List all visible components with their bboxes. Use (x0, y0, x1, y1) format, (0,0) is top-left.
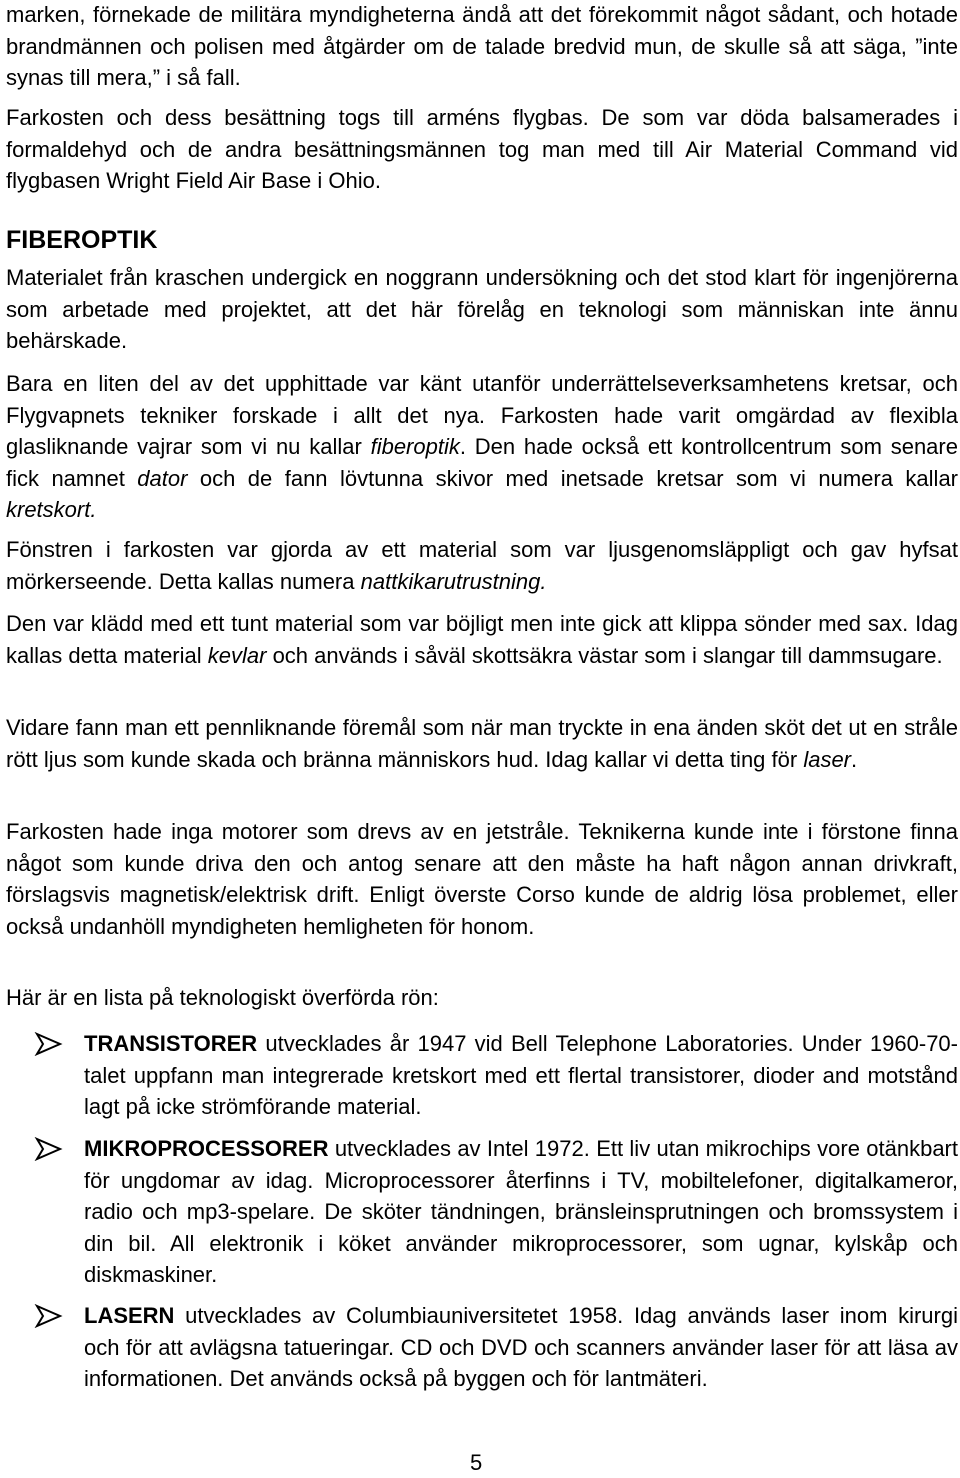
list-item-title: TRANSISTORER (84, 1031, 258, 1056)
italic-term: nattkikarutrustning. (360, 568, 547, 594)
paragraph-list-intro (6, 982, 958, 1014)
list-item-body: utvecklades år 1947 vid Bell Telephone Laboratories. Under 1960-70-talet uppfann man integrerade kretskort med ett flertal transistorer, dioder and motstånd lagt på icke strömförande material. (84, 1031, 958, 1119)
arrowhead-bullet-icon (34, 1304, 64, 1328)
text-run: Materialet från kraschen undergick en noggrann undersökning och det stod klart för ingenjörerna som arbetade med projektet, att det här förelåg en teknologi som människan inte ännu behärskade. (6, 265, 958, 353)
text-run: Fönstren i farkosten var gjorda av ett material som var ljusgenomsläppligt och gav hyfsat mörkerseende. Detta kallas numera (6, 537, 958, 594)
list-item-text (84, 1028, 958, 1123)
paragraph-intro (6, 0, 958, 94)
text-run: och används i såväl skottsäkra västar som i slangar till dammsugare. (266, 642, 943, 668)
text-run: Farkosten hade inga motorer som drevs av en jetstråle. Teknikerna kunde inte i förstone finna något som kunde driva den och antog senare att den måste ha haft någon annan drivkraft, förslagsvis magnetisk/elektrisk drift. Enligt överste Corso kunde de aldrig lösa problemet, eller också undanhöll myndigheten hemligheten för honom. (6, 819, 958, 939)
arrowhead-bullet-icon (34, 1032, 64, 1056)
list-item-body: utvecklades av Columbiauniversitetet 1958. Idag används laser inom kirurgi och för att avlägsna tatueringar. CD och DVD och scanners använder laser för att läsa av informationen. Det används också på byggen och för lantmäteri. (84, 1303, 958, 1391)
italic-term: kretskort. (6, 497, 97, 522)
text-run: och de fann lövtunna skivor med inetsade kretsar som vi numera kallar (187, 465, 958, 491)
text-run: Farkosten och dess besättning togs till arméns flygbas. De som var döda balsamerades i formaldehyd och de andra besättningsmännen tog man med till Air Material Command vid flygbasen Wright Field Air Base i Ohio. (6, 105, 958, 193)
paragraph-fiberoptik (6, 368, 958, 526)
arrowhead-bullet-icon (34, 1137, 64, 1161)
italic-term: kevlar (207, 642, 267, 668)
text-run: Vidare fann man ett pennliknande föremål som när man tryckte in ena änden sköt det ut en stråle rött ljus som kunde skada och bränna människors hud. Idag kallar vi detta ting för (6, 715, 958, 772)
paragraph-crew (6, 102, 958, 197)
paragraph-engines (6, 816, 958, 942)
list-item-title: MIKROPROCESSORER (84, 1136, 329, 1161)
text-run: . (851, 746, 858, 772)
text-run: . Den hade också ett kontrollcentrum som senare fick namnet (6, 434, 958, 491)
text-run: Här är en lista på teknologiskt överförda rön: (6, 985, 439, 1010)
italic-term: laser (803, 746, 852, 772)
list-item-title: LASERN (84, 1303, 175, 1328)
list-item-text (84, 1300, 958, 1395)
text-run: marken, förnekade de militära myndigheterna ändå att det förekommit något sådant, och hotade brandmännen och polisen med åtgärder om de talade bredvid mun, de skulle så att säga, ”inte synas till mera,” i så fall. (6, 2, 958, 90)
paragraph-material (6, 262, 958, 357)
paragraph-laser (6, 712, 958, 775)
text-run: Bara en liten del av det upphittade var känt utanför underrättelseverksamhetens kretsar, och Flygvapnets tekniker forskade i allt det nya. Farkosten hade varit omgärdad av flexibla glasliknande vajrar som vi nu kallar (6, 371, 958, 459)
paragraph-windows (6, 534, 958, 597)
page-number: 5 (470, 1450, 483, 1475)
text-run: Den var klädd med ett tunt material som var böjligt men inte gick att klippa sönder med sax. Idag kallas detta material (6, 611, 958, 668)
italic-term: fiberoptik (370, 434, 460, 459)
list-item-body: utvecklades av Intel 1972. Ett liv utan mikrochips vore otänkbart för ungdomar av idag. Microprocessorer återfinns i TV, mobiltelefoner, digitalkameror, radio och mp3-spelare. De sköter tändningen, bränsleinsprutningen och bromssystem i din bil. All elektronik i köket använder mikroprocessorer, som ugnar, kylskåp och diskmaskiner. (84, 1136, 958, 1287)
paragraph-kevlar (6, 608, 958, 671)
italic-term: dator (137, 465, 188, 491)
list-item-text (84, 1133, 958, 1291)
section-heading: FIBEROPTIK (6, 226, 158, 254)
